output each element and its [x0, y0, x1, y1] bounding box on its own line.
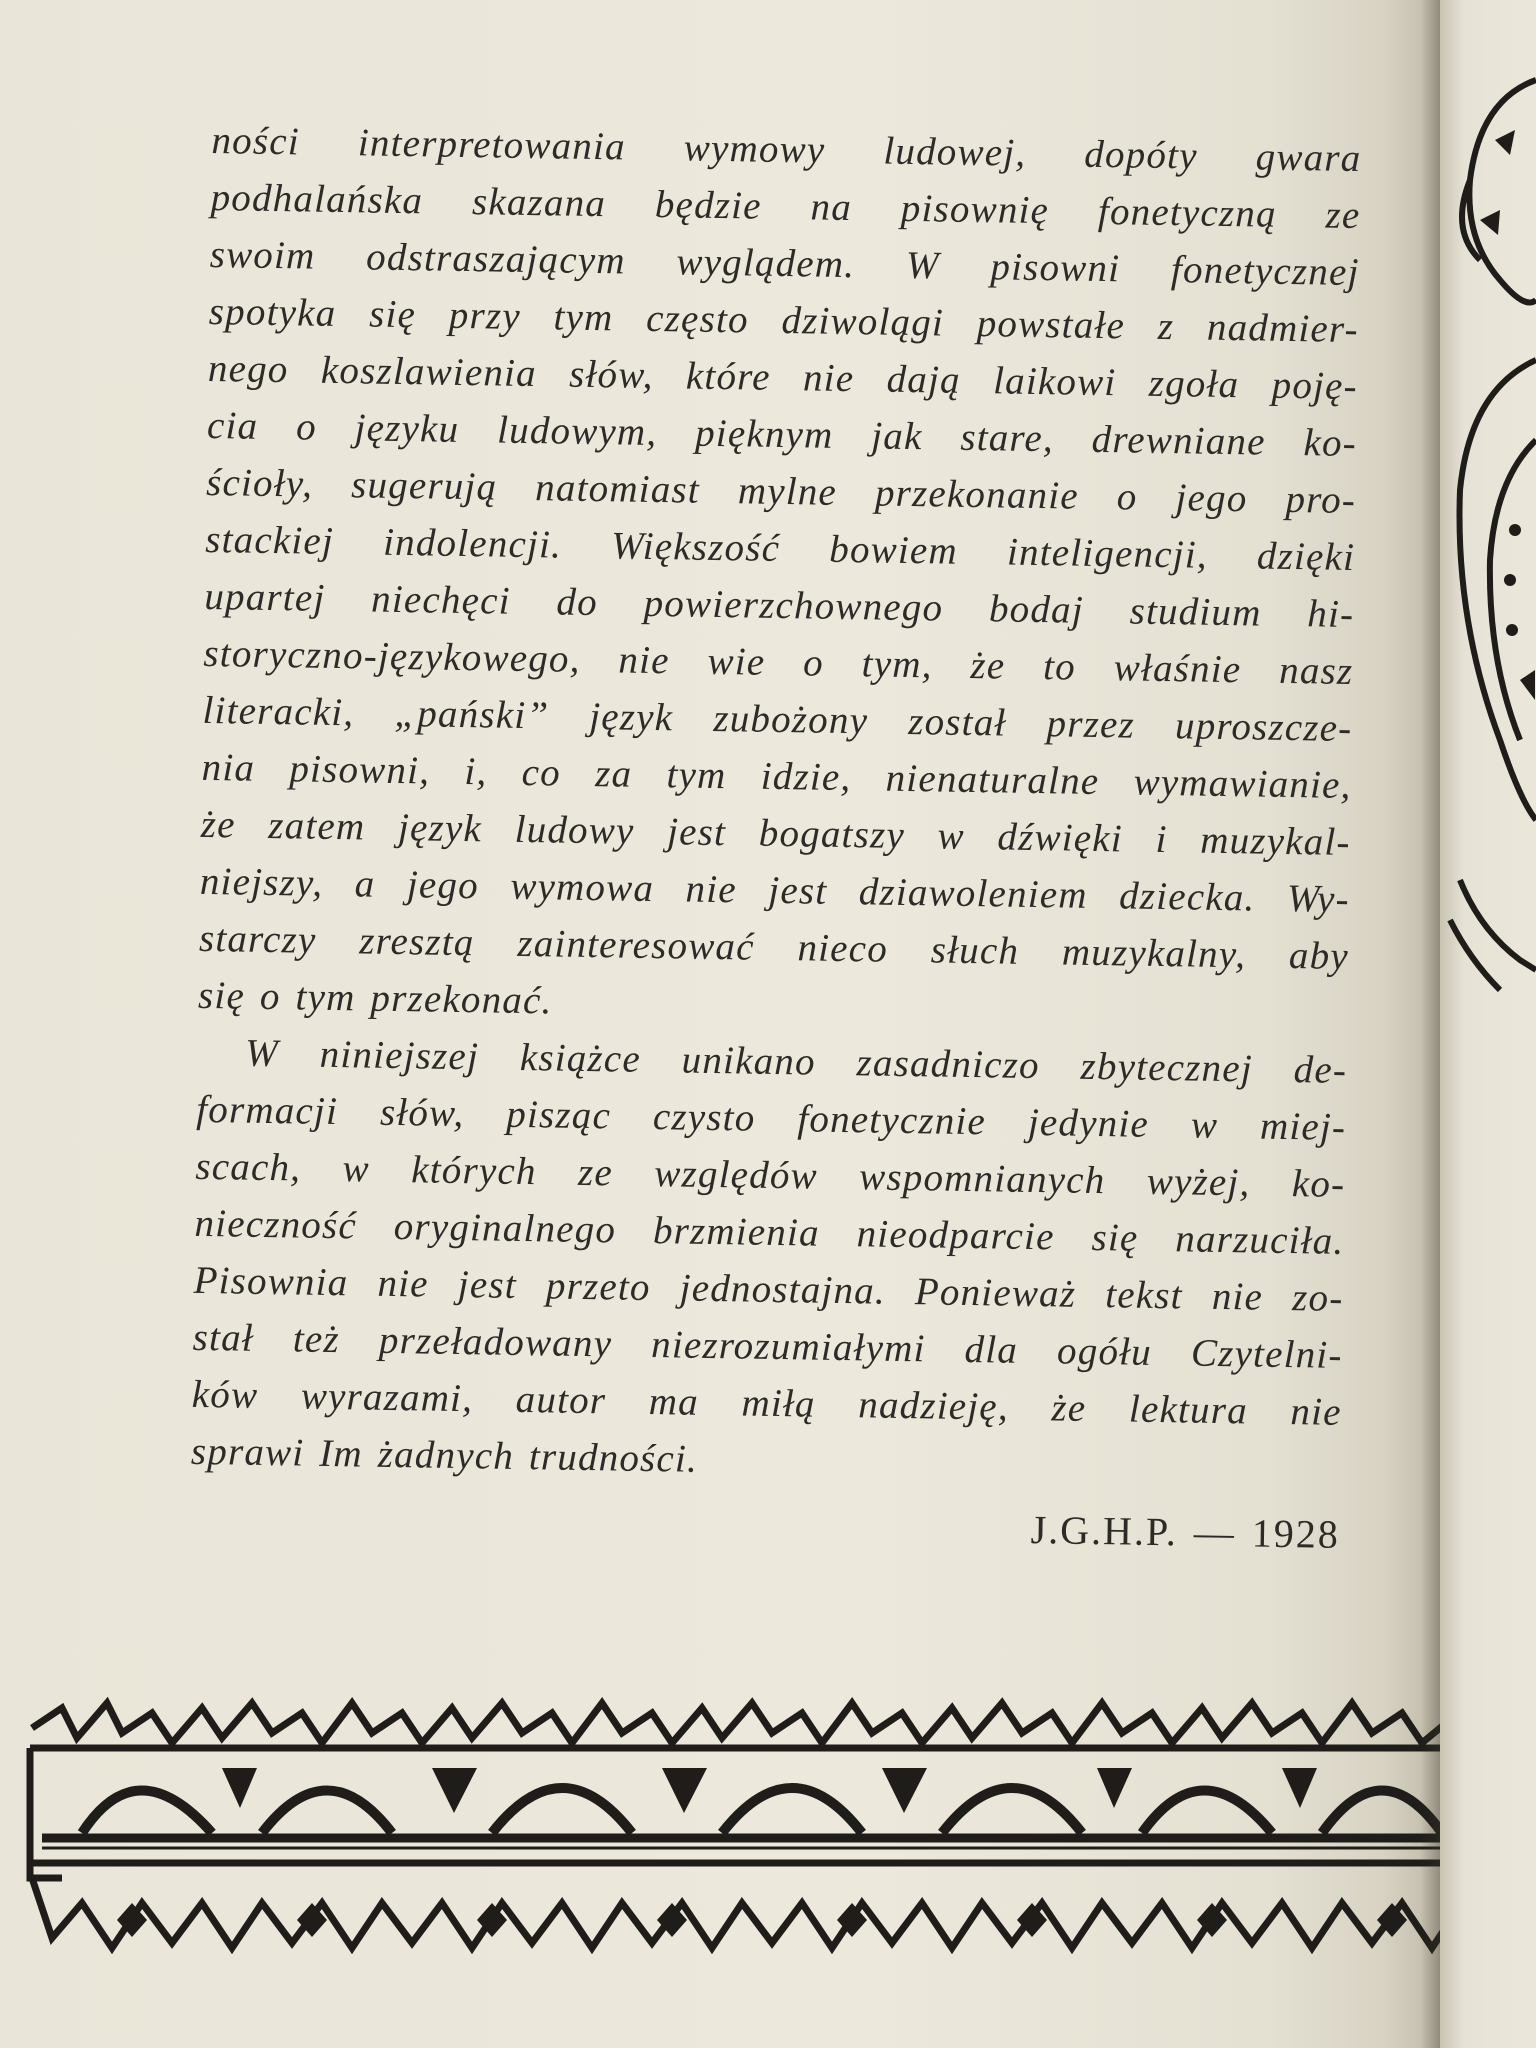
- paragraph-line: formacji słów, pisząc czysto fonetycznie jedynie w miej-: [195, 1087, 1347, 1149]
- text-line: się o tym przekonać.: [197, 973, 553, 1023]
- paragraph-line: sprawi Im żadnych trudności.: [190, 1429, 699, 1481]
- paragraph-line: Pisownia nie jest przeto jednostajna. Ponieważ tekst nie zo-: [193, 1258, 1344, 1320]
- text-line: ścioły, sugerują natomiast mylne przekonanie o jego pro-: [205, 460, 1357, 523]
- text-line: literacki, „pański” język zubożony został przez uproszcze-: [202, 688, 1353, 750]
- text-line: nia pisowni, i, co za tym idzie, nienaturalne wymawianie,: [201, 745, 1352, 807]
- text-line: podhalańska skazana będzie na pisownię fonetyczną ze: [210, 175, 1361, 238]
- page-text: [189, 112, 1361, 1566]
- folk-bird-illustration: [1440, 60, 1536, 1000]
- text-line: cia o języku ludowym, pięknym jak stare, drewniane ko-: [206, 403, 1358, 466]
- paragraph-line: nieczność oryginalnego brzmienia nieodparcie się narzuciła.: [194, 1201, 1345, 1263]
- paragraph-line: W niniejszej książce unikano zasadniczo zbytecznej de-: [244, 1031, 1348, 1092]
- text-line: ności interpretowania wymowy ludowej, dopóty gwara: [211, 118, 1362, 181]
- text-line: spotyka się przy tym często dziwolągi powstałe z nadmier-: [208, 289, 1360, 352]
- author-signature: J.G.H.P. — 1928: [1030, 1507, 1341, 1557]
- text-line: swoim odstraszającym wyglądem. W pisowni fonetycznej: [209, 232, 1360, 295]
- text-line: że zatem język ludowy jest bogatszy w dźwięki i muzykal-: [200, 802, 1352, 864]
- paragraph-line: scach, w których ze względów wspomnianych wyżej, ko-: [195, 1144, 1346, 1206]
- paragraph-line: ków wyrazami, autor ma miłą nadzieję, że lektura nie: [191, 1372, 1343, 1434]
- text-line: storyczno-językowego, nie wie o tym, że to właśnie nasz: [203, 631, 1354, 693]
- book-page-right: [1440, 0, 1536, 2048]
- paragraph-line: stał też przeładowany niezrozumiałymi dla ogółu Czytelni-: [192, 1315, 1343, 1377]
- book-gutter-shadow: [1420, 0, 1440, 2048]
- text-line: niejszy, a jego wymowa nie jest dziawoleniem dziecka. Wy-: [199, 859, 1351, 921]
- folk-ornament-border: [22, 1688, 1440, 1968]
- text-line: nego koszlawienia słów, które nie dają laikowi zgoła poję-: [207, 346, 1359, 409]
- text-line: upartej niechęci do powierzchownego bodaj studium hi-: [204, 574, 1355, 637]
- text-line: stackiej indolencji. Większość bowiem inteligencji, dzięki: [204, 517, 1356, 580]
- text-line: starczy zresztą zainteresować nieco słuch muzykalny, aby: [198, 916, 1350, 978]
